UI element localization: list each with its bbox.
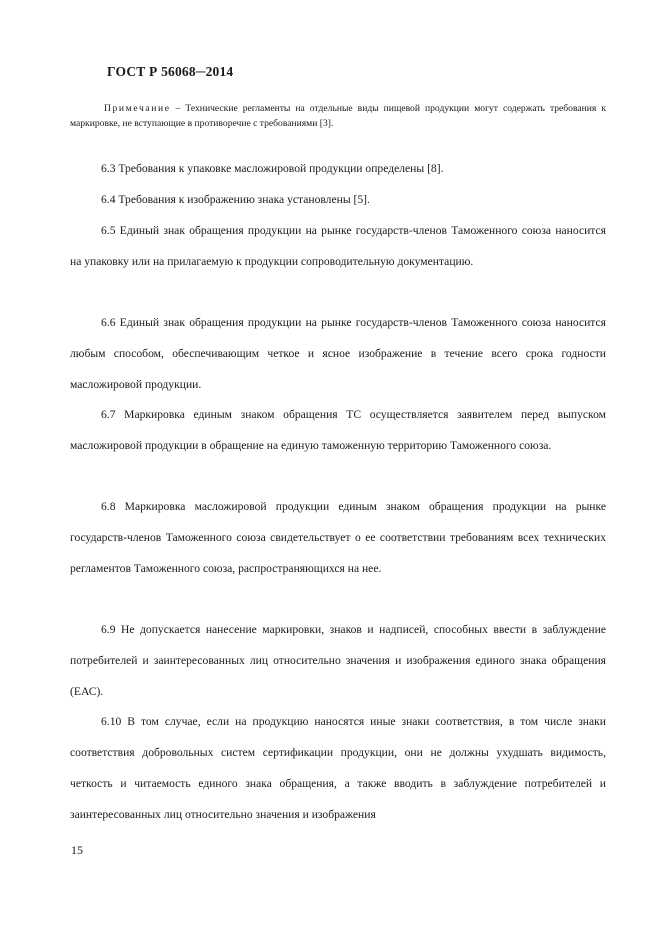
paragraph-6-4: 6.4 Требования к изображению знака установлены [5]. [101, 193, 370, 206]
note-label: Примечание [104, 103, 171, 114]
paragraph-6-9: 6.9 Не допускается нанесение маркировки, знаков и надписей, способных ввести в заблуждение потребителей и заинтересованных лиц относительно значения и изображения единого знака обращения (ЕАС). [70, 623, 606, 698]
note-line [70, 101, 606, 131]
paragraph-6-6: 6.6 Единый знак обращения продукции на рынке государств-членов Таможенного союза наносится любым способом, обеспечивающим четкое и ясное изображение в течение всего срока годности масложировой продукции. [70, 316, 606, 391]
paragraph-6-5: 6.5 Единый знак обращения продукции на рынке государств-членов Таможенного союза наносится на упаковку или на прилагаемую к продукции сопроводительную документацию. [70, 224, 606, 268]
paragraph-6-3: 6.3 Требования к упаковке масложировой продукции определены [8]. [101, 162, 444, 175]
document-header: ГОСТ Р 56068─2014 [107, 64, 234, 79]
paragraph-6-8: 6.8 Маркировка масложировой продукции единым знаком обращения продукции на рынке государств-членов Таможенного союза свидетельствует о ее соответствии требованиям всех технических регламентов Таможенного союза, распространяющихся на нее. [70, 500, 606, 575]
note-text: – Технические регламенты на отдельные виды пищевой продукции могут содержать требования к маркировке, не вступающие в противоречие с требованиями [3]. [70, 103, 606, 129]
paragraph-6-10: 6.10 В том случае, если на продукцию наносятся иные знаки соответствия, в том числе знаки соответствия добровольных систем сертификации продукции, они не должны ухудшать видимость, четкость и читаемость единого знака обращения, а также вводить в заблуждение потребителей и заинтересованных лиц относительно значения и изображения [70, 715, 606, 821]
paragraph-6-7: 6.7 Маркировка единым знаком обращения ТС осуществляется заявителем перед выпуском масложировой продукции в обращение на единую таможенную территорию Таможенного союза. [70, 408, 606, 452]
page-number: 15 [71, 843, 83, 857]
note-block [70, 101, 606, 131]
